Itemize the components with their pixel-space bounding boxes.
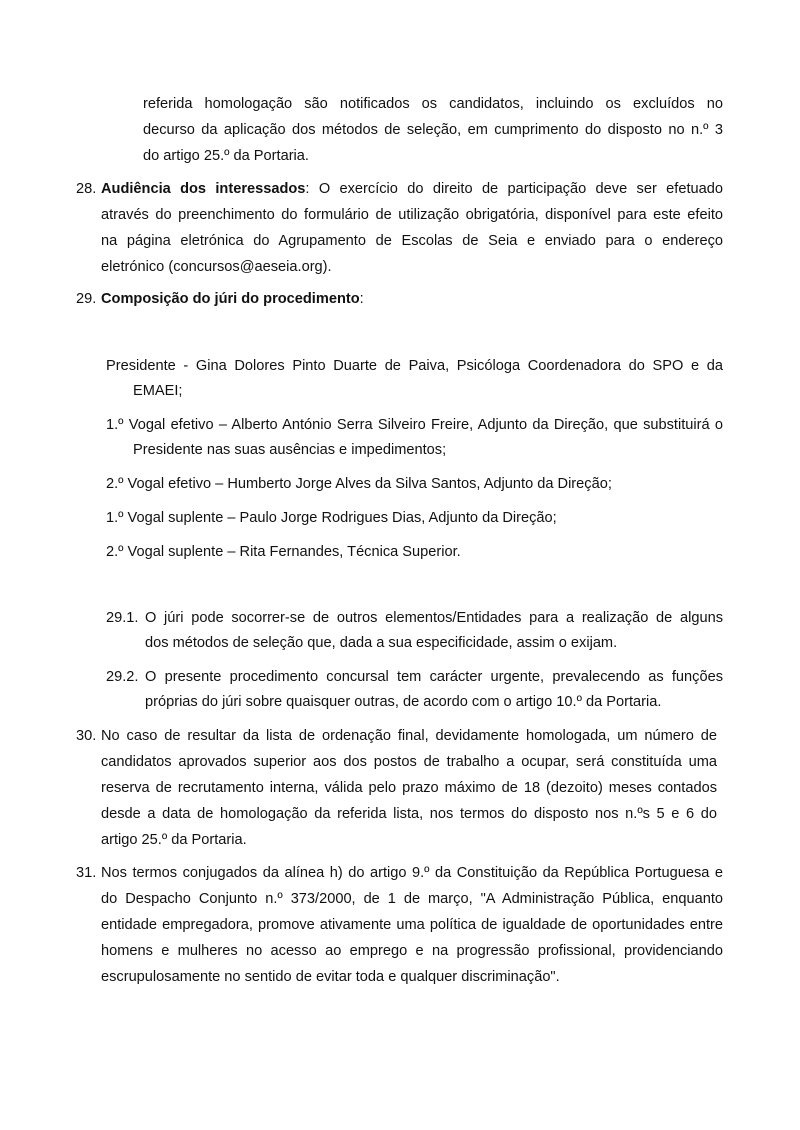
text-span: : — [359, 291, 364, 307]
text-line: do artigo 25.º da Portaria. — [143, 148, 309, 164]
sub-item-number: 29.2. — [106, 669, 139, 685]
item-number: 30. — [76, 728, 97, 744]
text-line: decurso da aplicação dos métodos de seleção, em cumprimento do disposto no n.º 3 — [143, 122, 723, 138]
text-line: referida homologação são notificados os candidatos, incluindo os excluídos no — [143, 96, 723, 112]
text-line: No caso de resultar da lista de ordenação final, devidamente homologada, um número de — [101, 728, 717, 744]
jury-president: Presidente - Gina Dolores Pinto Duarte de Paiva, Psicóloga Coordenadora do SPO e da — [106, 358, 723, 374]
text-line — [101, 290, 364, 308]
text-line: dos métodos de seleção que, dada a sua especificidade, assim o exijam. — [145, 635, 618, 651]
jury-vogal-2: 2.º Vogal efetivo – Humberto Jorge Alves da Silva Santos, Adjunto da Direção; — [106, 476, 612, 492]
jury-suplente-1: 1.º Vogal suplente – Paulo Jorge Rodrigues Dias, Adjunto da Direção; — [106, 510, 557, 526]
text-line: do Despacho Conjunto n.º 373/2000, de 1 de março, "A Administração Pública, enquanto — [101, 891, 723, 907]
text-line: Presidente nas suas ausências e impedimentos; — [133, 442, 447, 458]
item-heading: Audiência dos interessados — [101, 181, 306, 197]
text-line: escrupulosamente no sentido de evitar toda e qualquer discriminação". — [101, 969, 560, 985]
item-number: 28. — [76, 181, 97, 197]
text-line: homens e mulheres no acesso ao emprego e na progressão profissional, providenciando — [101, 943, 723, 959]
text-line: próprias do júri sobre quaisquer outras, de acordo com o artigo 10.º da Portaria. — [145, 694, 662, 710]
text-line: reserva de recrutamento interna, válida pelo prazo máximo de 18 (dezoito) meses contados — [101, 780, 717, 796]
text-line: desde a data de homologação da referida lista, nos termos do disposto nos n.ºs 5 e 6 do — [101, 806, 717, 822]
item-number: 29. — [76, 291, 97, 307]
text-line: na página eletrónica do Agrupamento de Escolas de Seia e enviado para o endereço — [101, 233, 723, 249]
text-line: O presente procedimento concursal tem carácter urgente, prevalecendo as funções — [145, 669, 723, 685]
jury-vogal-1: 1.º Vogal efetivo – Alberto António Serra Silveiro Freire, Adjunto da Direção, que substituirá o — [106, 417, 723, 433]
sub-item-number: 29.1. — [106, 610, 139, 626]
item-heading: Composição do júri do procedimento — [101, 291, 360, 307]
text-span: : O exercício do direito de participação deve ser efetuado — [305, 181, 723, 197]
text-line: EMAEI; — [133, 383, 183, 399]
text-line: eletrónico (concursos@aeseia.org). — [101, 259, 332, 275]
text-line: entidade empregadora, promove ativamente uma política de igualdade de oportunidades entre — [101, 917, 723, 933]
text-line — [101, 180, 723, 198]
jury-suplente-2: 2.º Vogal suplente – Rita Fernandes, Técnica Superior. — [106, 544, 461, 560]
text-line: através do preenchimento do formulário de utilização obrigatória, disponível para este efeito — [101, 207, 723, 223]
text-line: candidatos aprovados superior aos dos postos de trabalho a ocupar, será constituída uma — [101, 754, 717, 770]
text-line: O júri pode socorrer-se de outros elementos/Entidades para a realização de alguns — [145, 610, 723, 626]
text-line: artigo 25.º da Portaria. — [101, 832, 247, 848]
text-line: Nos termos conjugados da alínea h) do artigo 9.º da Constituição da República Portuguesa e — [101, 865, 723, 881]
item-number: 31. — [76, 865, 97, 881]
